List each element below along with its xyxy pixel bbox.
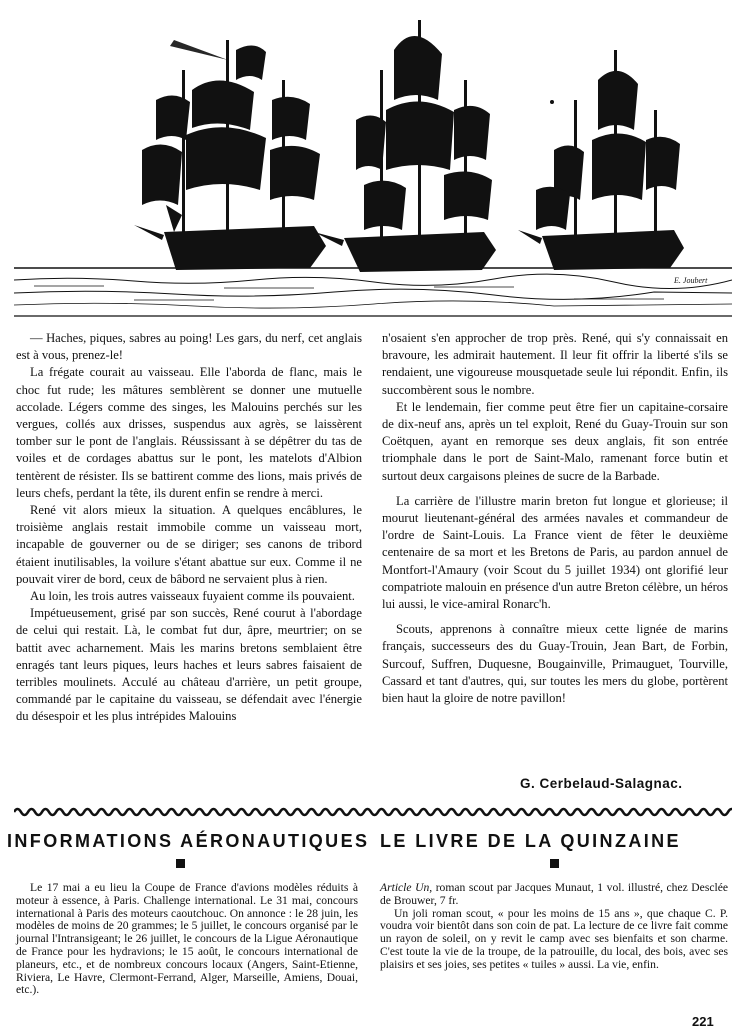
story-paragraph: Et le lendemain, fier comme peut être fier un capitaine-corsaire de dix-neuf ans, après un tel exploit, René du Guay-Trouin sur son Coëtquen, ayant en remorque ses deux anglais, fit son entrée triomphale dans le port de Saint-Malo, ramenant force butin et surtout deux cargaisons pleines de sucre de la Barbade.: [382, 399, 728, 483]
ship-right: [518, 50, 684, 270]
story-paragraph: — Haches, piques, sabres au poing! Les gars, du nerf, cet anglais est à vous, prenez-le!: [16, 331, 362, 363]
wavy-divider: [14, 802, 732, 822]
book-review-text: [380, 882, 728, 972]
ship-center: [314, 20, 496, 272]
story-column-left: [16, 330, 362, 726]
aero-paragraph: Le 17 mai a eu lieu la Coupe de France d'avions modèles réduits à moteur à essence, à Paris. Challenge international. Le 31 mai, concours international à Paris des moteurs caoutchouc. On annonce : le 28 juin, les modèles de moins de 20 grammes; le 5 juillet, le concours organisé par le journal l'Intransigeant; le 26 juillet, le concours de la Ligue Aéronautique de France pour les hydravions; le 15 août, le concours international de planeurs, etc., et de nombreux concours locaux (Angers, Saint-Etienne, Riviera, Le Havre, Clermont-Ferrand, Alger, Marseille, Amiens, Douai, etc.).: [16, 881, 358, 997]
square-ornament: [176, 859, 185, 868]
story-paragraph: Au loin, les trois autres vaisseaux fuyaient comme ils pouvaient.: [30, 589, 355, 604]
story-paragraph: La frégate courait au vaisseau. Elle l'aborda de flanc, mais le choc fut rude; les mâtures semblèrent se donner une mutuelle accolade. Légers comme des singes, les Malouins perchés sur les vergues, collés aux drisses, suspendus aux agrès, se laissèrent tomber sur le pont de l'anglais. Réussissant à se dépêtrer du tas de voiles et de cordages abattus sur le pont, les matelots d'Albion tentèrent de résister. Ils se battirent comme des lions, mais privés de leurs chefs, perdant la tête, ils durent enfin se rendre à merci.: [16, 365, 362, 500]
ship-left: [134, 40, 326, 270]
story-paragraph: René vit alors mieux la situation. A quelques encâblures, le troisième anglais restait immobile comme un vaisseau mort, incapable de gouverner ou de se diriger; ses canons de tribord étaient inutilisables, la voilure s'étant abattue sur eux. Comme il ne pouvait virer de bord, ceux de bâbord ne servaient plus à rien.: [16, 503, 362, 586]
story-paragraph: Scouts, apprenons à connaître mieux cette lignée de marins français, successeurs des du Guay-Trouin, Jean Bart, de Forbin, Surcouf, Suffren, Duquesne, Bougainville, Primauguet, Tourville, Cassard et tant d'autres, qui, sur toutes les mers du globe, portèrent bien haut la gloire de notre pavillon!: [382, 622, 728, 706]
story-paragraph: n'osaient s'en approcher de trop près. René, qui s'y connaissait en bravoure, les admirait hautement. Il leur fit offrir la liberté s'ils se rendaient, une vigoureuse mousquetade seule lui répondit. Enfin, ils succombèrent sous le nombre.: [382, 331, 728, 397]
illustrator-signature: E. Joubert: [674, 276, 708, 285]
square-ornament: [550, 859, 559, 868]
author-signature: G. Cerbelaud-Salagnac.: [520, 776, 683, 791]
page-number: 221: [692, 1014, 714, 1029]
aero-news-title: INFORMATIONS AÉRONAUTIQUES: [7, 831, 370, 851]
book-reference: [380, 882, 728, 908]
story-paragraph: La carrière de l'illustre marin breton fut longue et glorieuse; il mourut lieutenant-général des armées navales et commandeur de l'ordre de Saint-Louis. La France vient de fêter le deuxième centenaire de sa mort et les Bretons de Paris, au pardon annuel de Montfort-l'Amaury (voir Scout du 5 juillet 1934) ont glorifié leur compatriote malouin en présence d'un autre Breton célèbre, un héros lui aussi, le vice-amiral Ronarc'h.: [382, 493, 728, 612]
story-paragraph: Impétueusement, grisé par son succès, René courut à l'abordage de celui qui restait. Là, le combat fut dur, âpre, meurtrier; on se battit avec acharnement. Mais les marins bretons semblaient être enragés tant leurs piques, leurs haches et leurs sabres faisaient de terribles moulinets. Acculé au château d'arrière, un petit groupe, commandé par le capitaine du vaisseau, se défendait avec l'énergie du désespoir et les plus intrépides Malouins: [16, 606, 362, 724]
sailing-ships-illustration: [14, 0, 732, 318]
book-title: Article Un,: [380, 881, 433, 894]
book-review-paragraph: Un joli roman scout, « pour les moins de 15 ans », que chaque C. P. voudra voir bientôt dans son coin de pat. La lecture de ce livre fait comme un rayon de soleil, on y revit le camp avec ses bienfaits et son charme. C'est toute la vie de la troupe, de la patrouille, du local, des bois, avec ses plaisirs et ses joies, ses petites « tuiles » aussi. La vie, enfin.: [380, 906, 728, 971]
aero-news-text: [16, 882, 358, 997]
book-details: roman scout par Jacques Munaut, 1 vol. illustré, chez Desclée de Brouwer, 7 fr.: [380, 881, 728, 907]
story-column-right: [382, 330, 728, 707]
book-review-title: LE LIVRE DE LA QUINZAINE: [380, 831, 681, 851]
